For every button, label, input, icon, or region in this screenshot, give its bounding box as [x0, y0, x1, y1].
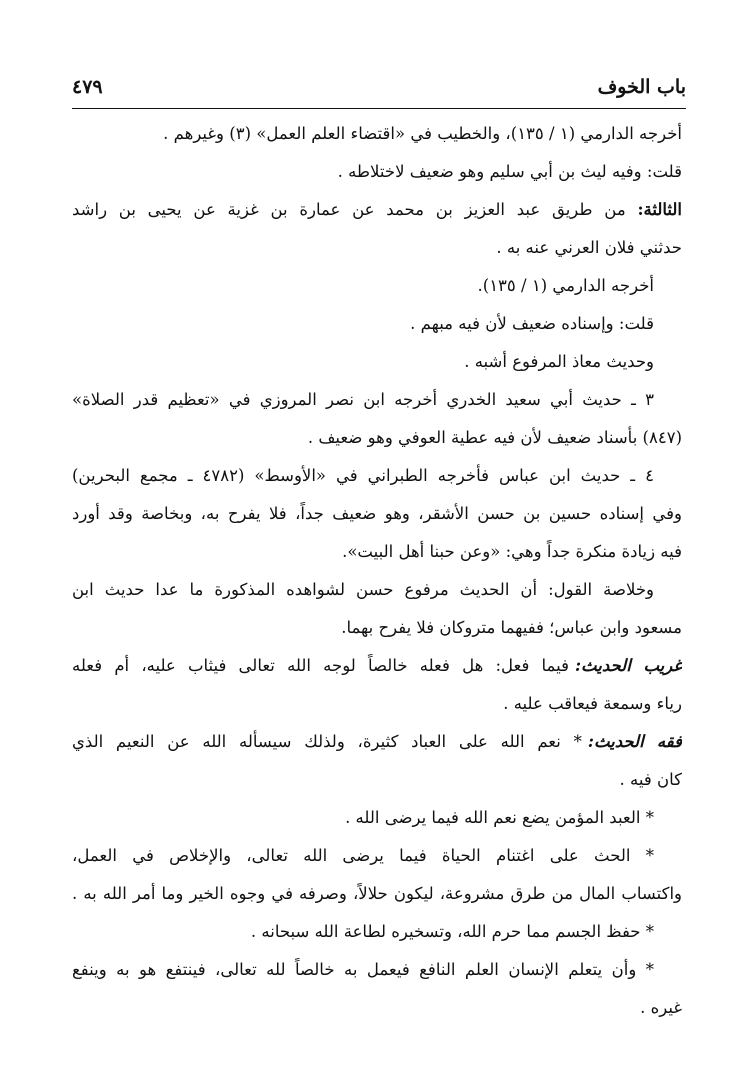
text-line: وفي إسناده حسين بن حسن الأشقر، وهو ضعيف جداً، فلا يفرح به، وبخاصة وقد أورد	[72, 504, 682, 523]
text-line: حدثني فلان العرني عنه به .	[496, 238, 682, 257]
text-line: كان فيه .	[619, 770, 682, 789]
text-line: غريب الحديث:فيما فعل: هل فعله خالصاً لوجه الله تعالى فيثاب عليه، أم فعله	[72, 656, 682, 675]
text-line: فيه زيادة منكرة جداً وهي: «وعن حبنا أهل البيت».	[342, 542, 682, 561]
page-header	[72, 72, 686, 102]
text-line: ٤ ـ حديث ابن عباس فأخرجه الطبراني في «الأوسط» (٤٧٨٢ ـ مجمع البحرين)	[72, 466, 654, 485]
fiqh-label: فقه الحديث:	[587, 732, 682, 751]
text-line: * العبد المؤمن يضع نعم الله فيما يرضى الله .	[345, 808, 654, 827]
text-line: أخرجه الدارمي (١ / ١٣٥).	[477, 276, 654, 295]
text-line: غيره .	[640, 998, 682, 1017]
text-line: مسعود وابن عباس؛ ففيهما متروكان فلا يفرح بهما.	[341, 618, 682, 637]
text-line: وحديث معاذ المرفوع أشبه .	[464, 352, 654, 371]
text-line: ٣ ـ حديث أبي سعيد الخدري أخرجه ابن نصر المروزي في «تعظيم قدر الصلاة»	[72, 390, 654, 409]
text-line: الثالثة: من طريق عبد العزيز بن محمد عن عمارة بن غزية عن يحيى بن راشد	[72, 200, 682, 219]
text-line: * حفظ الجسم مما حرم الله، وتسخيره لطاعة الله سبحانه .	[250, 922, 654, 941]
text-line: * وأن يتعلم الإنسان العلم النافع فيعمل به خالصاً لله تعالى، فينتفع هو به وينفع	[72, 960, 654, 979]
chapter-title: باب الخوف	[597, 76, 686, 98]
text-line: (٨٤٧) بأسناد ضعيف لأن فيه عطية العوفي وهو ضعيف .	[307, 428, 682, 447]
text-line: واكتساب المال من طرق مشروعة، ليكون حلالاً، وصرفه في وجوه الخير وما أمر الله به .	[72, 884, 682, 903]
text-line: * الحث على اغتنام الحياة فيما يرضى الله تعالى، والإخلاص في العمل،	[72, 846, 654, 865]
header-rule	[72, 108, 686, 109]
text-line: فقه الحديث:* نعم الله على العباد كثيرة، ولذلك سيسأله الله عن النعيم الذي	[72, 732, 682, 751]
gharib-label: غريب الحديث:	[574, 656, 682, 675]
section-label: الثالثة:	[637, 200, 682, 219]
text-line: رياء وسمعة فيعاقب عليه .	[503, 694, 682, 713]
text-line: أخرجه الدارمي (١ / ١٣٥)، والخطيب في «اقتضاء العلم العمل» (٣) وغيرهم .	[163, 124, 682, 143]
text-line: وخلاصة القول: أن الحديث مرفوع حسن لشواهده المذكورة ما عدا حديث ابن	[72, 580, 654, 599]
page-number: ٤٧٩	[72, 76, 103, 98]
text-line: قلت: وفيه ليث بن أبي سليم وهو ضعيف لاختلاطه .	[337, 162, 682, 181]
text-line: قلت: وإسناده ضعيف لأن فيه مبهم .	[410, 314, 654, 333]
